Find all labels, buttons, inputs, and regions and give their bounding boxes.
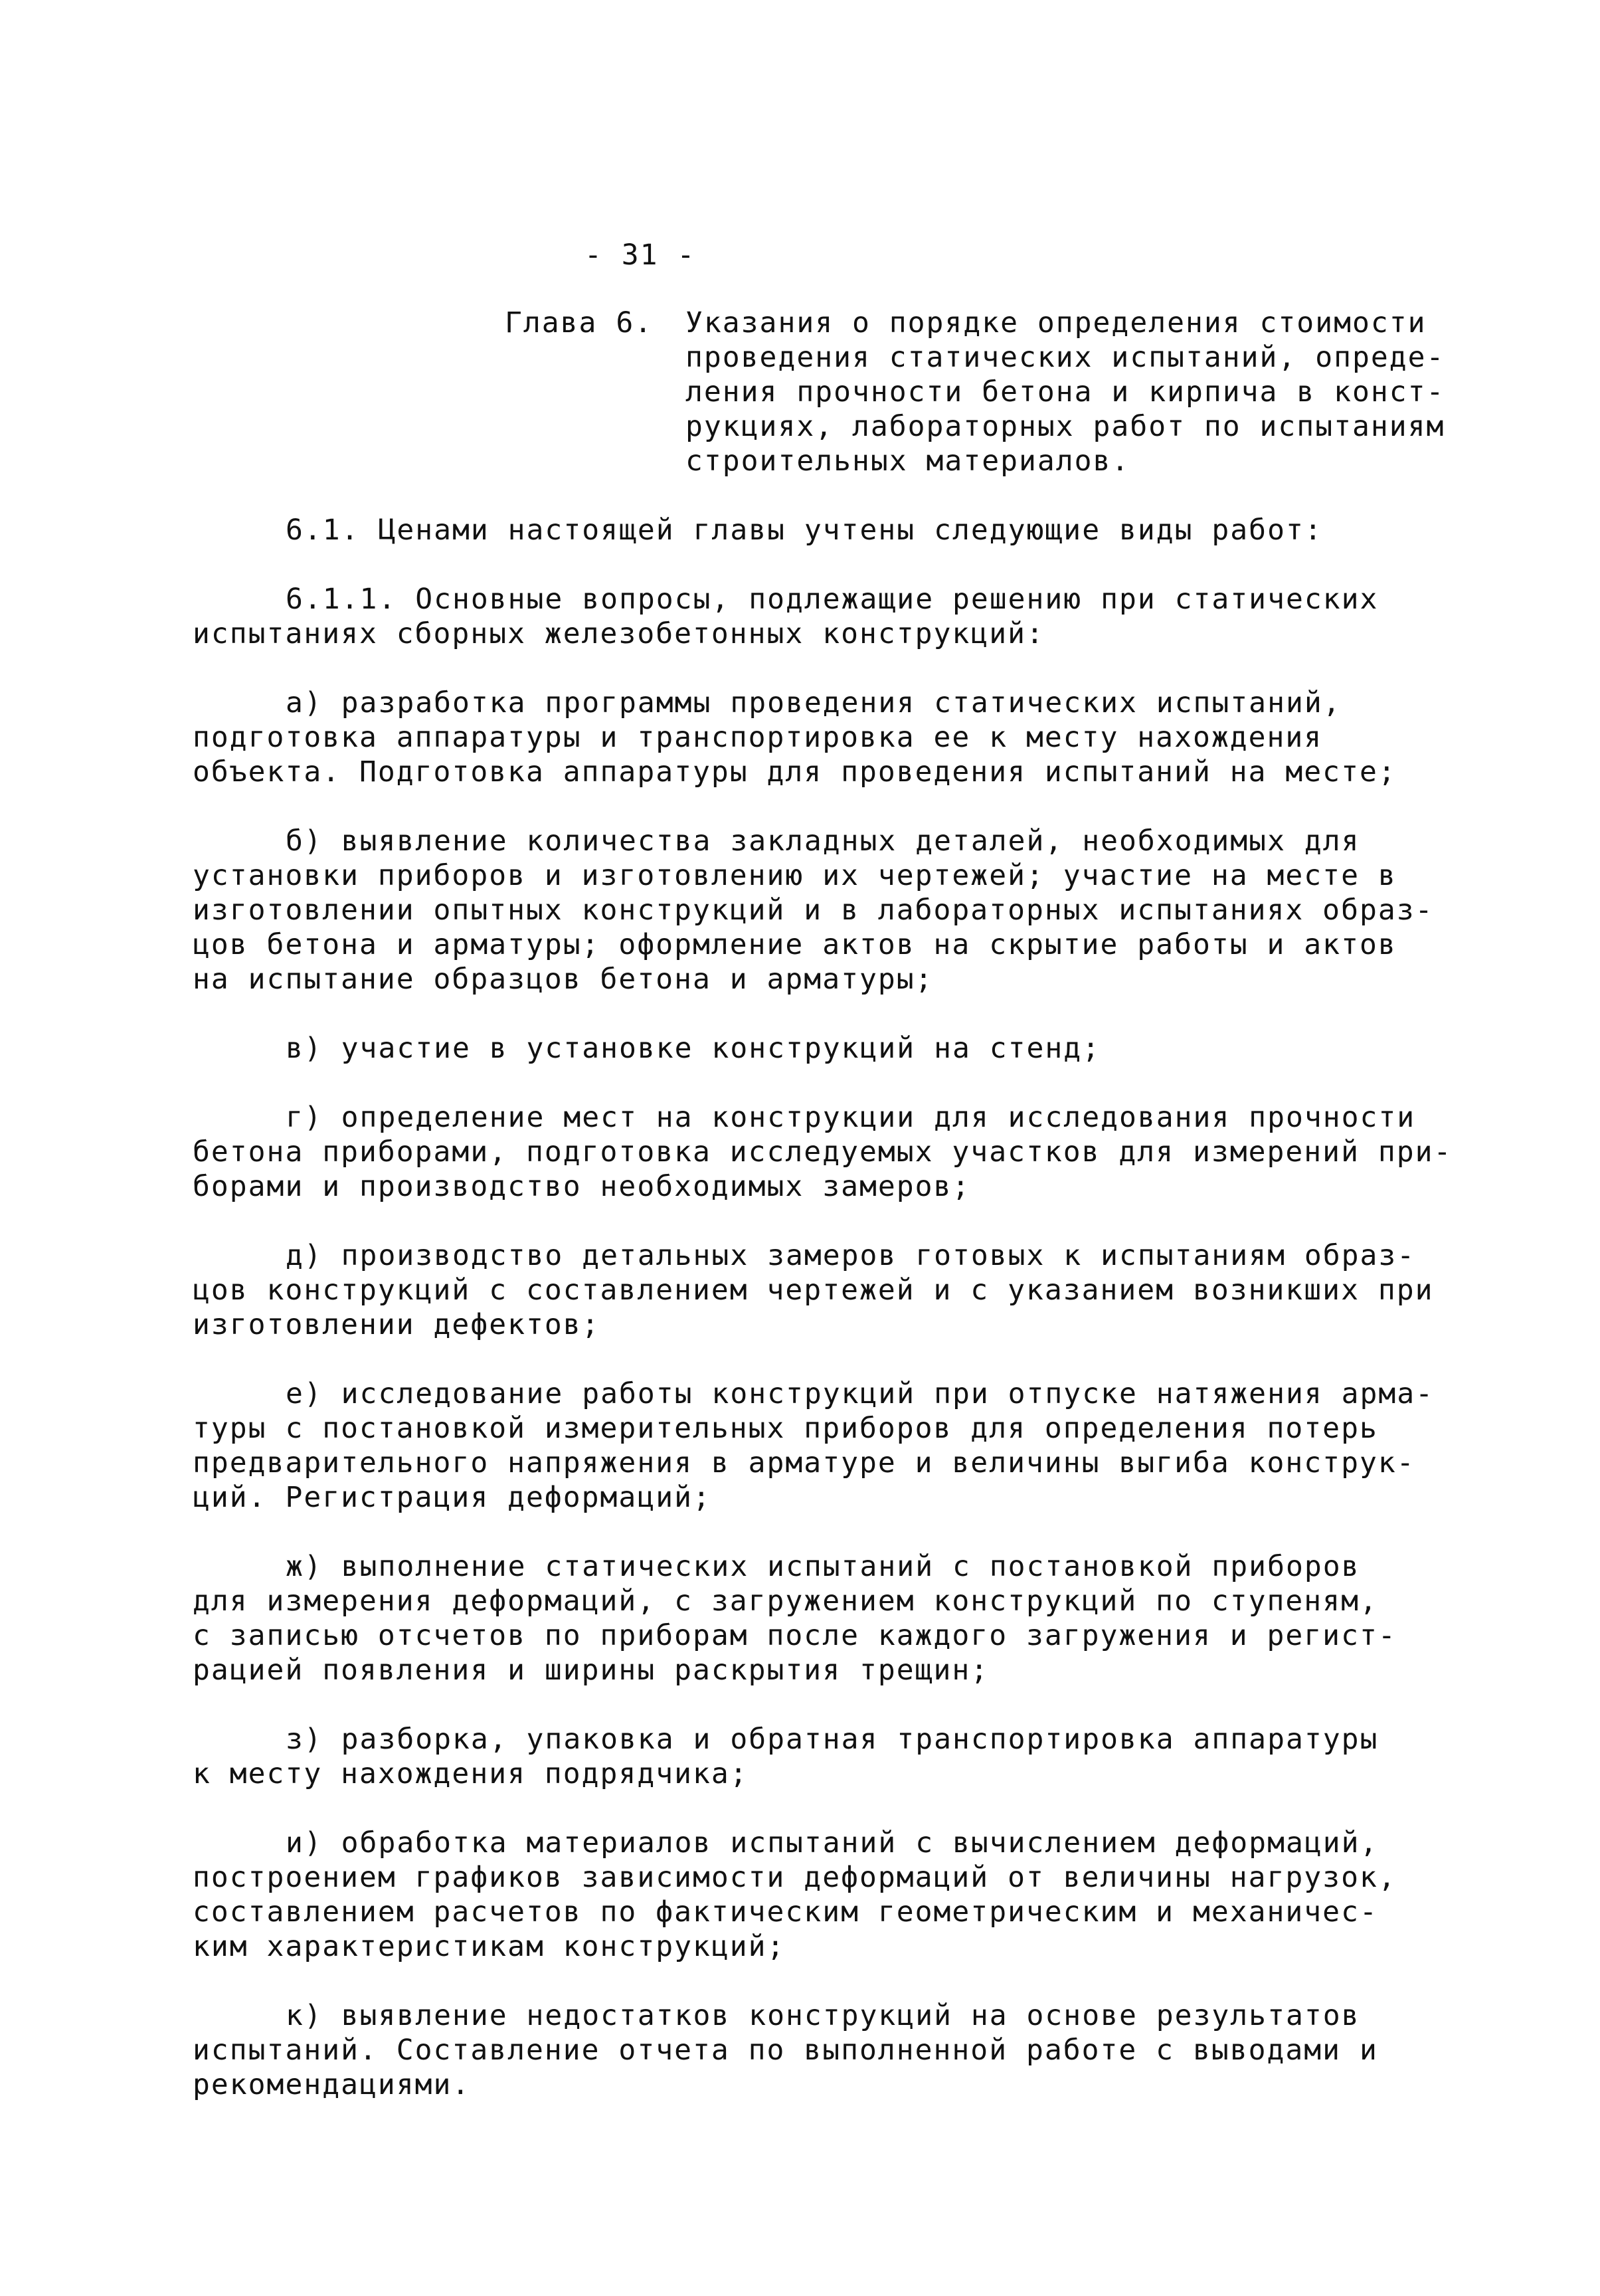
item-line: на испытание образцов бетона и арматуры; — [193, 963, 934, 996]
item-line: составлением расчетов по фактическим геометрическим и механичес- — [193, 1895, 1378, 1929]
item-line: туры с постановкой измерительных приборов для определения потерь — [193, 1412, 1378, 1445]
item-line: предварительного напряжения в арматуре и величины выгиба конструк- — [193, 1446, 1415, 1480]
item-line: с записью отсчетов по приборам после каждого загружения и регист- — [193, 1619, 1397, 1652]
item-line: построением графиков зависимости деформаций от величины нагрузок, — [193, 1861, 1397, 1894]
item-line: объекта. Подготовка аппаратуры для проведения испытаний на месте; — [193, 755, 1397, 789]
item-line: установки приборов и изготовлению их чертежей; участие на месте в — [193, 859, 1397, 892]
item-line: к месту нахождения подрядчика; — [193, 1757, 749, 1790]
item-line: и) обработка материалов испытаний с вычислением деформаций, — [286, 1826, 1379, 1860]
item-line: а) разработка программы проведения статических испытаний, — [286, 686, 1342, 719]
item-line: рацией появления и ширины раскрытия трещин; — [193, 1654, 990, 1687]
section-6-1-1-line: испытаниях сборных железобетонных конструкций: — [193, 617, 1045, 650]
item-line: ций. Регистрация деформаций; — [193, 1481, 711, 1514]
chapter-label: Глава 6. — [505, 306, 654, 339]
item-line: цов бетона и арматуры; оформление актов на скрытие работы и актов — [193, 928, 1397, 961]
item-line: бетона приборами, подготовка исследуемых участков для измерений при- — [193, 1135, 1453, 1169]
item-line: цов конструкций с составлением чертежей и с указанием возникших при — [193, 1274, 1434, 1307]
section-6-1-1-line: 6.1.1. Основные вопросы, подлежащие решению при статических — [286, 583, 1379, 616]
section-6-1: 6.1. Ценами настоящей главы учтены следующие виды работ: — [286, 514, 1323, 547]
item-line: к) выявление недостатков конструкций на основе результатов — [286, 1999, 1360, 2032]
item-line: ж) выполнение статических испытаний с постановкой приборов — [286, 1550, 1360, 1583]
item-line: д) производство детальных замеров готовых к испытаниям образ- — [286, 1239, 1416, 1272]
item-line: испытаний. Составление отчета по выполненной работе с выводами и — [193, 2034, 1378, 2067]
item-line: борами и производство необходимых замеров; — [193, 1170, 971, 1203]
item-line: г) определение мест на конструкции для исследования прочности — [286, 1101, 1416, 1134]
chapter-title-line: рукциях, лабораторных работ по испытаниям — [685, 410, 1445, 443]
item-line: изготовлении опытных конструкций и в лабораторных испытаниях образ- — [193, 894, 1434, 927]
item-line: з) разборка, упаковка и обратная транспортировка аппаратуры — [286, 1723, 1379, 1756]
item-line: для измерения деформаций, с загружением конструкций по ступеням, — [193, 1584, 1378, 1618]
item-line: подготовка аппаратуры и транспортировка ее к месту нахождения — [193, 721, 1323, 754]
chapter-title-line: проведения статических испытаний, опреде- — [685, 341, 1445, 374]
item-line: изготовлении дефектов; — [193, 1308, 600, 1341]
page-number: - 31 - — [584, 239, 696, 272]
chapter-title-line: Указания о порядке определения стоимости — [685, 306, 1427, 339]
item-line: е) исследование работы конструкций при отпуске натяжения арма- — [286, 1377, 1435, 1410]
item-line: ким характеристикам конструкций; — [193, 1930, 786, 1963]
item-line: рекомендациями. — [193, 2068, 471, 2101]
item-line: в) участие в установке конструкций на стенд; — [286, 1032, 1101, 1065]
chapter-title-line: ления прочности бетона и кирпича в конст- — [685, 375, 1445, 409]
item-line: б) выявление количества закладных деталей, необходимых для — [286, 824, 1360, 858]
chapter-title-line: строительных материалов. — [685, 444, 1130, 478]
